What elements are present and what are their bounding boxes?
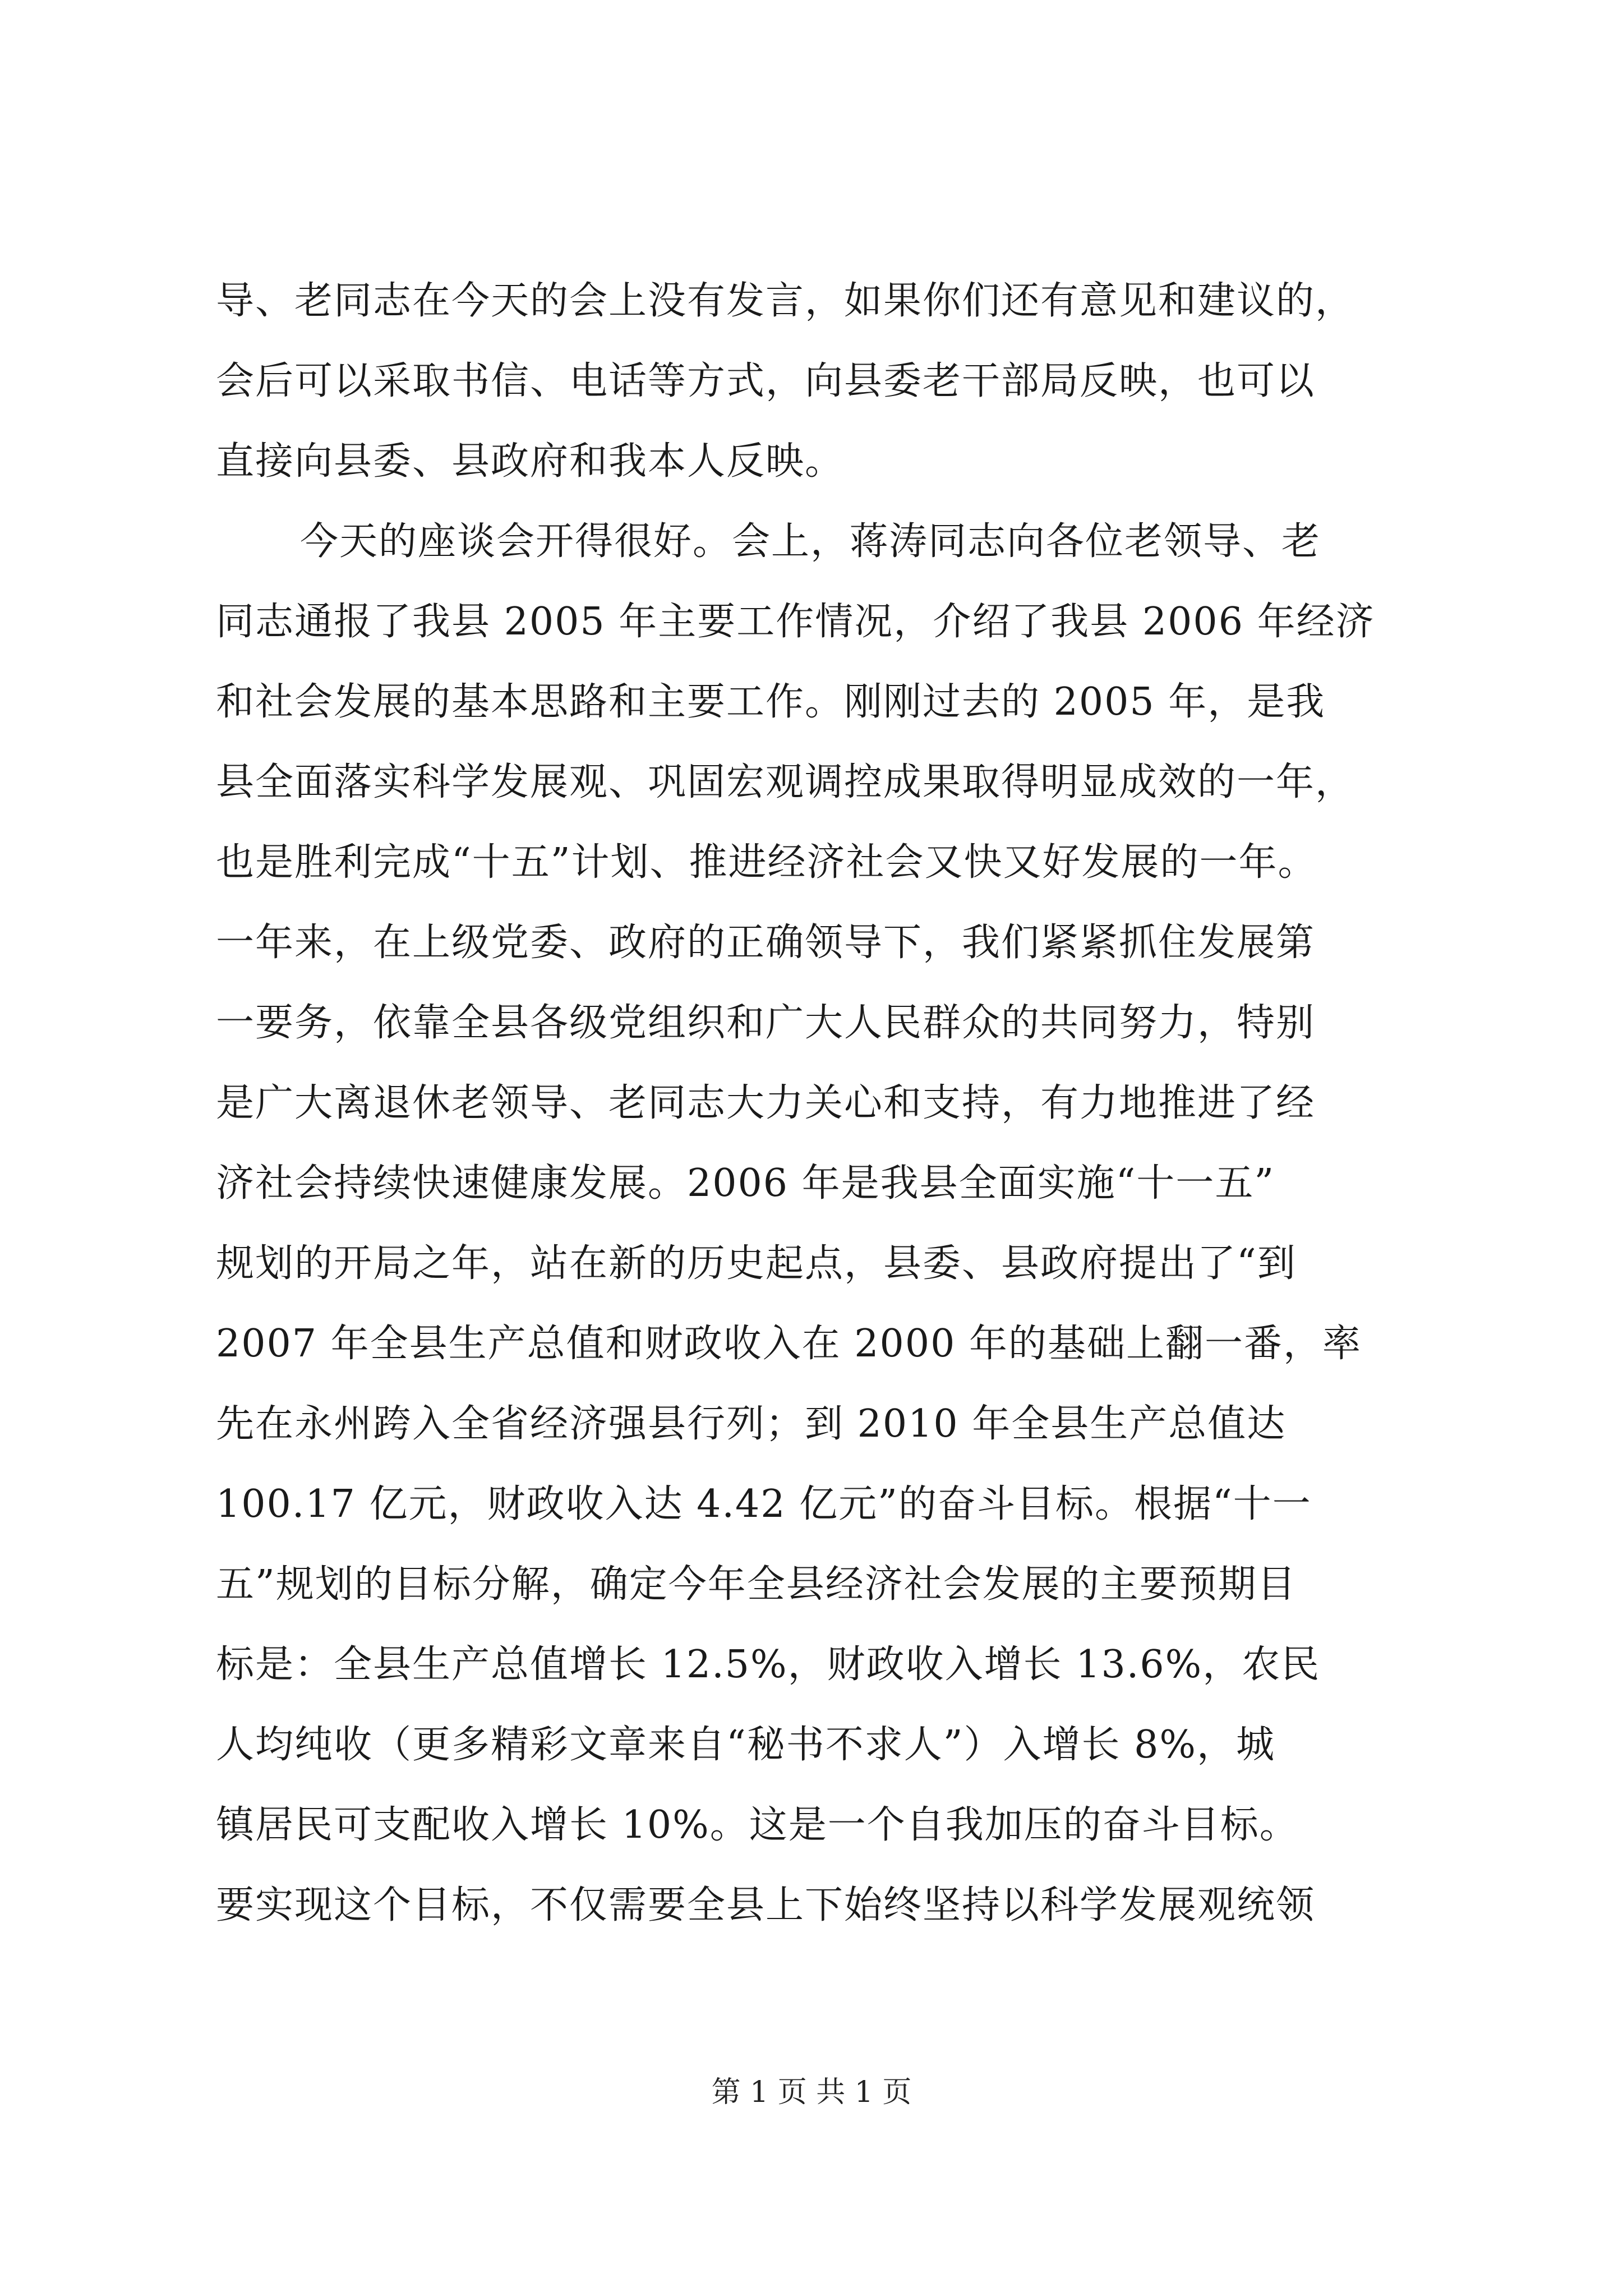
text-line: 人均纯收（更多精彩文章来自“秘书不求人”）入增长 8%，城 (216, 1723, 1276, 1767)
paragraph-first-line: 今天的座谈会开得很好。会上，蒋涛同志向各位老领导、老 (300, 519, 1321, 564)
text-line: 是广大离退休老领导、老同志大力关心和支持，有力地推进了经 (216, 1081, 1316, 1125)
text-line: 要实现这个目标，不仅需要全县上下始终坚持以科学发展观统领 (216, 1883, 1316, 1927)
text-line: 也是胜利完成“十五”计划、推进经济社会又快又好发展的一年。 (216, 840, 1317, 885)
text-line: 标是：全县生产总值增长 12.5%，财政收入增长 13.6%，农民 (216, 1642, 1321, 1687)
text-line: 和社会发展的基本思路和主要工作。刚刚过去的 2005 年，是我 (216, 680, 1326, 724)
text-line: 100.17 亿元，财政收入达 4.42 亿元”的奋斗目标。根据“十一 (216, 1482, 1312, 1526)
text-line: 济社会持续快速健康发展。2006 年是我县全面实施“十一五” (216, 1161, 1275, 1205)
text-line: 2007 年全县生产总值和财政收入在 2000 年的基础上翻一番，率 (216, 1322, 1362, 1366)
text-line: 规划的开局之年，站在新的历史起点，县委、县政府提出了“到 (216, 1241, 1297, 1286)
text-line: 会后可以采取书信、电话等方式，向县委老干部局反映，也可以 (216, 359, 1316, 403)
document-body (216, 261, 1438, 1945)
page-number-footer: 第 1 页 共 1 页 (711, 2076, 912, 2109)
text-line: 五”规划的目标分解，确定今年全县经济社会发展的主要预期目 (216, 1562, 1297, 1607)
text-line: 县全面落实科学发展观、巩固宏观调控成果取得明显成效的一年， (216, 760, 1355, 804)
text-line: 先在永州跨入全省经济强县行列；到 2010 年全县生产总值达 (216, 1402, 1287, 1446)
text-line: 一要务，依靠全县各级党组织和广大人民群众的共同努力，特别 (216, 1001, 1316, 1045)
text-line: 直接向县委、县政府和我本人反映。 (216, 439, 845, 484)
text-line: 导、老同志在今天的会上没有发言，如果你们还有意见和建议的， (216, 279, 1355, 323)
text-line: 镇居民可支配收入增长 10%。这是一个自我加压的奋斗目标。 (216, 1803, 1299, 1847)
text-line: 一年来，在上级党委、政府的正确领导下，我们紧紧抓住发展第 (216, 921, 1316, 965)
text-line: 同志通报了我县 2005 年主要工作情况，介绍了我县 2006 年经济 (216, 600, 1375, 644)
